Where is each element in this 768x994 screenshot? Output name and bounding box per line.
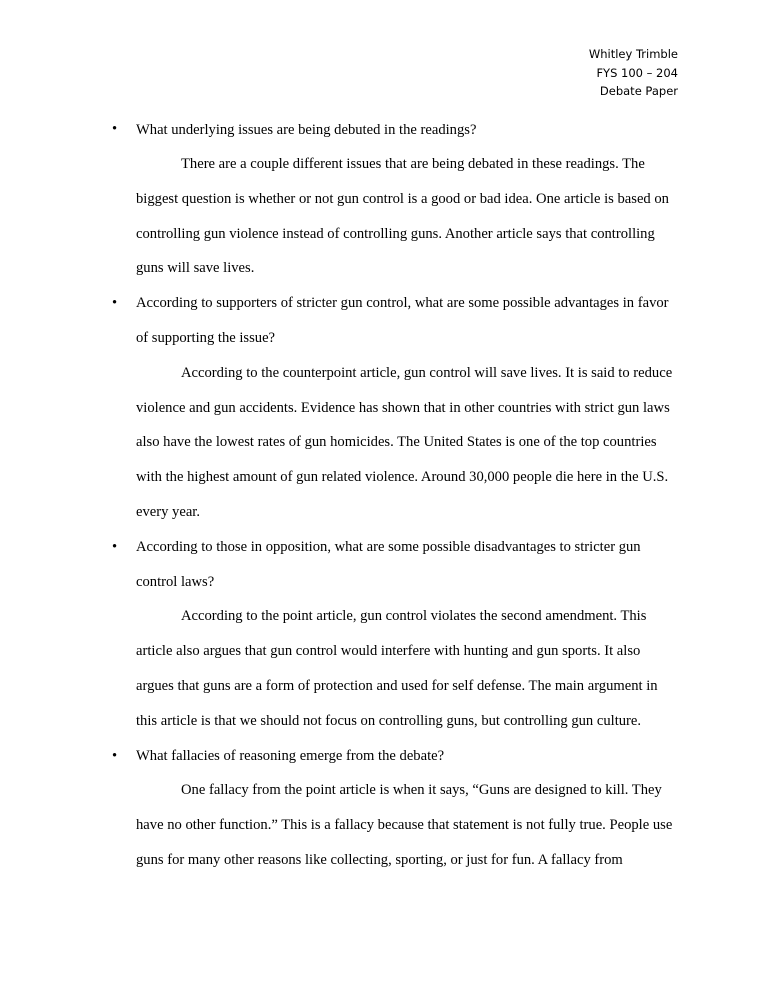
question-text: What fallacies of reasoning emerge from the debate?: [136, 747, 445, 764]
answer-paragraph: There are a couple different issues that are being debated in these readings. The biggest question is whether or not gun control is a good or bad idea. One article is based on controlling gun violence instead of controlling guns. Another article says that controlling guns will save lives.: [136, 156, 669, 277]
answer-paragraph: According to the counterpoint article, gun control will save lives. It is said to reduce violence and gun accidents. Evidence has shown that in other countries with strict gun laws also have the lowest rates of gun homicides. The United States is one of the top countries with the highest amount of gun related violence. Around 30,000 people die here in the U.S. every year.: [136, 364, 673, 520]
bullet-icon: •: [112, 295, 118, 312]
question-text: According to supporters of stricter gun control, what are some possible advantages in favor of supporting the issue?: [136, 295, 669, 346]
answer-paragraph: According to the point article, gun control violates the second amendment. This article also argues that gun control would interfere with hunting and gun sports. It also argues that guns are a form of protection and used for self defense. The main argument in this article is that we should not focus on controlling guns, but controlling gun culture.: [136, 608, 658, 729]
question-text: What underlying issues are being debuted in the readings?: [136, 122, 477, 138]
course-code: FYS 100 – 204: [596, 65, 678, 80]
question-block: [112, 286, 681, 530]
answer-paragraph: One fallacy from the point article is when it says, “Guns are designed to kill. They have no other function.” This is a fallacy because that statement is not fully true. People use guns for many other reasons like collecting, sporting, or just for fun. A fallacy from: [136, 782, 673, 868]
question-block: [112, 530, 681, 739]
page-header: [589, 45, 678, 101]
bullet-icon: •: [112, 747, 118, 764]
paper-title: Debate Paper: [599, 84, 678, 98]
bullet-icon: •: [112, 538, 118, 555]
author-name: Whitley Trimble: [588, 47, 678, 61]
question-block: [112, 739, 681, 878]
bullet-icon: •: [112, 121, 118, 137]
question-text: According to those in opposition, what are some possible disadvantages to stricter gun control laws?: [136, 538, 641, 590]
question-block: [112, 121, 681, 286]
document-body: [112, 121, 681, 878]
